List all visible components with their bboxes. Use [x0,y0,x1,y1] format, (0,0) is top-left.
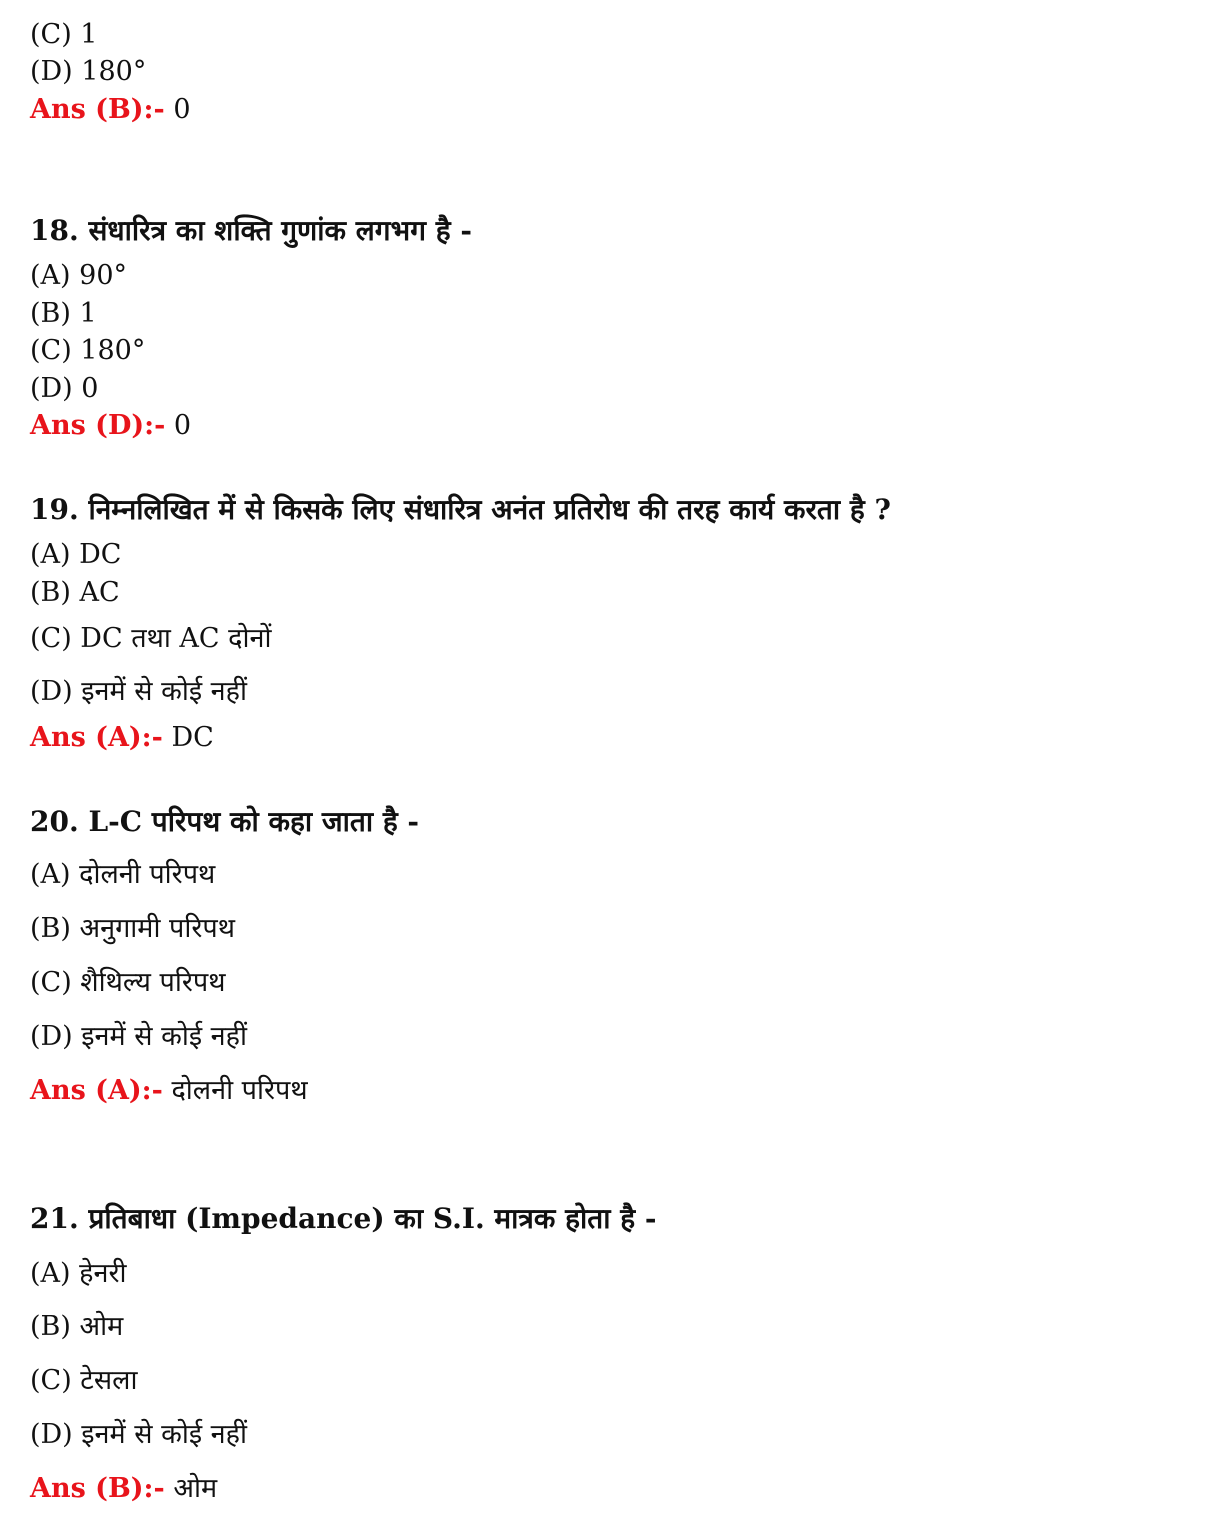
answer-line [30,408,191,444]
question-text: 20. L-C परिपथ को कहा जाता है - [30,805,420,838]
answer-label: Ans (A):- [30,722,163,753]
document-page [30,0,1200,1524]
option-b: (B) अनुगामी परिपथ [30,913,235,944]
option-c: (C) टेसला [30,1365,138,1396]
question-text: 18. संधारित्र का शक्ति गुणांक लगभग है - [30,214,472,247]
question-text: 19. निम्नलिखित में से किसके लिए संधारित्र अनंत प्रतिरोध की तरह कार्य करता है ? [30,493,891,526]
option-b: (B) ओम [30,1311,124,1342]
question-text: 21. प्रतिबाधा (Impedance) का S.I. मात्रक होता है - [30,1202,657,1235]
option-a: (A) 90° [30,260,128,291]
answer-value: DC [162,722,214,753]
option-d: (D) 0 [30,373,99,404]
answer-value: दोलनी परिपथ [162,1075,308,1106]
option-c: (C) DC तथा AC दोनों [30,623,272,654]
answer-line [30,92,191,128]
option-c: (C) 180° [30,335,146,366]
answer-value: 0 [164,94,191,125]
answer-value: ओम [164,1473,218,1504]
answer-value: 0 [165,410,192,441]
answer-line [30,1471,217,1507]
answer-label: Ans (B):- [30,94,165,125]
option-b: (B) AC [30,577,120,608]
answer-line [30,1073,308,1109]
option-d: (D) इनमें से कोई नहीं [30,1419,247,1450]
option-a: (A) दोलनी परिपथ [30,859,216,890]
option-a: (A) DC [30,539,122,570]
option-d: (D) 180° [30,56,147,87]
option-c: (C) शैथिल्य परिपथ [30,967,226,998]
option-d: (D) इनमें से कोई नहीं [30,1021,247,1052]
option-d: (D) इनमें से कोई नहीं [30,676,247,707]
answer-label: Ans (A):- [30,1075,163,1106]
answer-label: Ans (D):- [30,410,166,441]
answer-line [30,720,214,756]
option-a: (A) हेनरी [30,1258,127,1289]
option-c: (C) 1 [30,19,98,50]
answer-label: Ans (B):- [30,1473,165,1504]
option-b: (B) 1 [30,298,97,329]
